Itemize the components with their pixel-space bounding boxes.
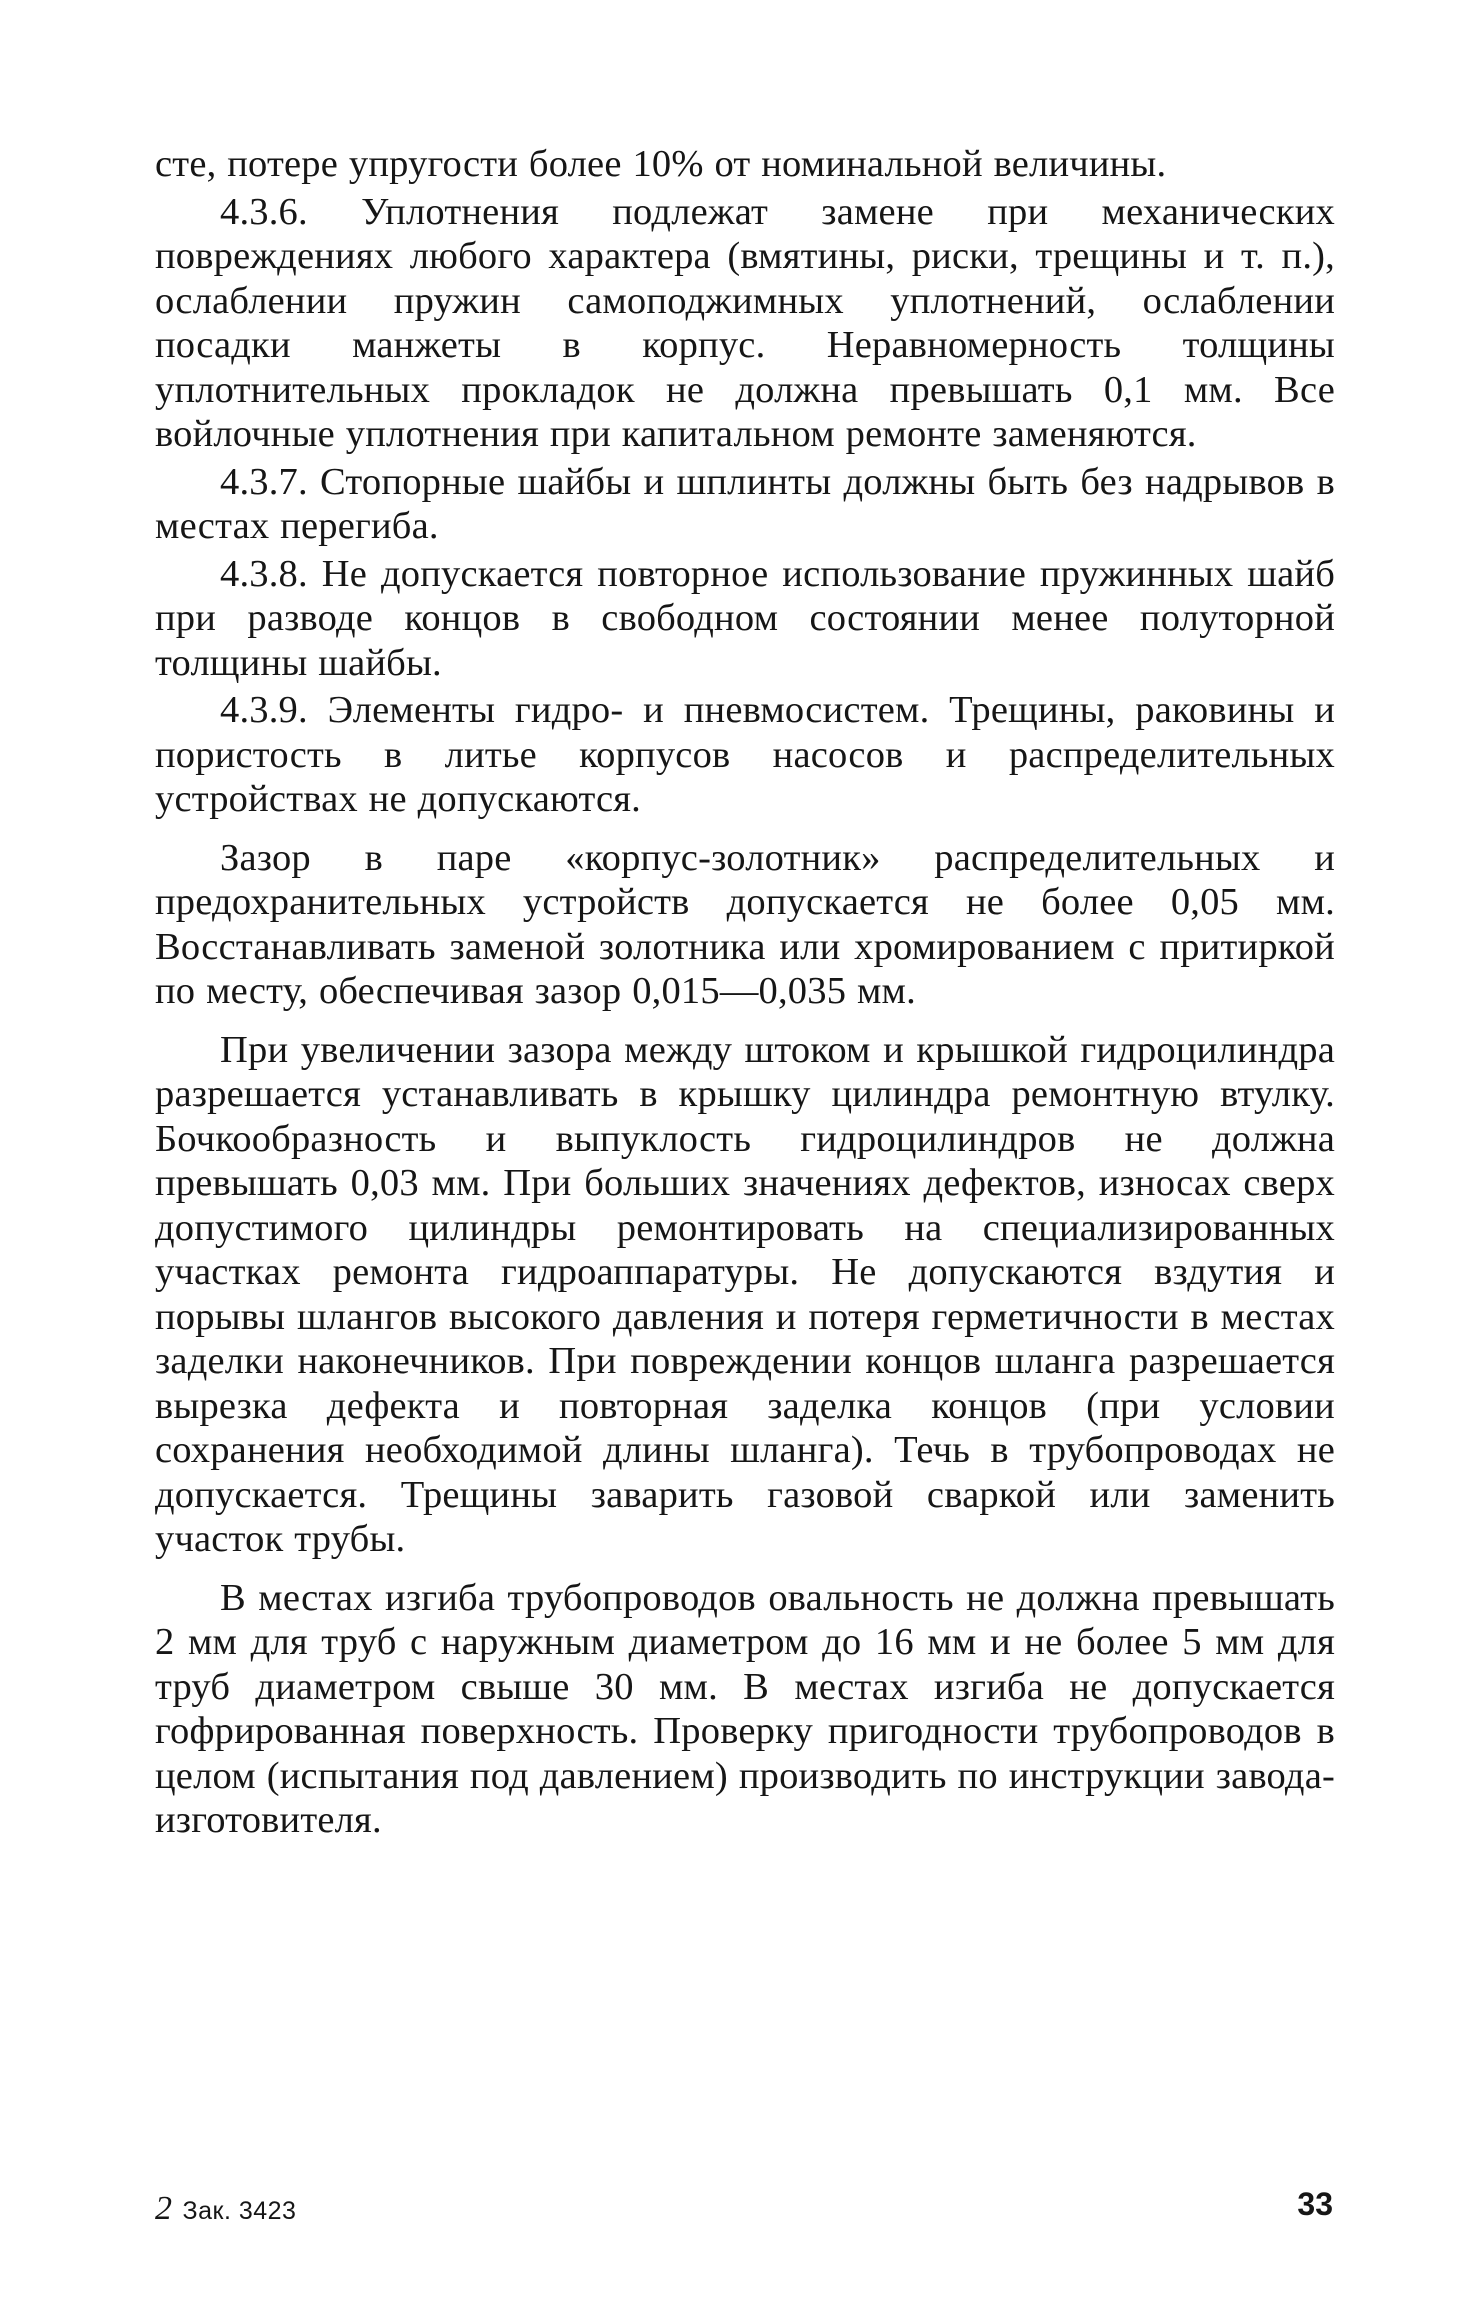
- printer-signature: [155, 2190, 296, 2228]
- paragraph-hydraulic-cylinders: При увеличении зазора между штоком и крышкой гидроцилиндра разрешается устанавливать в крышку цилиндра ремонтную втулку. Бочкообразность и выпуклость гидроцилиндров не должна превышать 0,03 мм. При больших значениях дефектов, износах сверх допустимого цилиндры ремонтировать на специализированных участках ремонта гидроаппаратуры. Не допускаются вздутия и порывы шлангов высокого давления и потеря герметичности в местах заделки наконечников. При повреждении концов шланга разрешается вырезка дефекта и повторная заделка концов (при условии сохранения необходимой длины шланга). Течь в трубопроводах не допускается. Трещины заварить газовой сваркой или заменить участок трубы.: [155, 1028, 1335, 1560]
- paragraph-4-3-9: 4.3.9. Элементы гидро- и пневмосистем. Трещины, раковины и пористость в литье корпусов насосов и распределительных устройствах не допускаются.: [155, 689, 1335, 820]
- paragraph-4-3-7: 4.3.7. Стопорные шайбы и шплинты должны быть без надрывов в местах перегиба.: [155, 460, 1335, 547]
- body-text: [155, 142, 1335, 1843]
- paragraph-pipelines: В местах изгиба трубопроводов овальность не должна превышать 2 мм для труб с наружным диаметром до 16 мм и не более 5 мм для труб диаметром свыше 30 мм. В местах изгиба не допускается гофрированная поверхность. Проверку пригодности трубопроводов в целом (испытания под давлением) производить по инструкции завода-изготовителя.: [155, 1576, 1335, 1841]
- paragraph-valve-gap: Зазор в паре «корпус-золотник» распределительных и предохранительных устройств допускается не более 0,05 мм. Восстанавливать заменой золотника или хромированием с притиркой по месту, обеспечивая зазор 0,015—0,035 мм.: [155, 836, 1335, 1012]
- paragraph-4-3-8: 4.3.8. Не допускается повторное использование пружинных шайб при разводе концов в свободном состоянии менее полуторной толщины шайбы.: [155, 552, 1335, 684]
- paragraph-continuation: сте, потере упругости более 10% от номинальной величины.: [155, 143, 1167, 185]
- signature-order: Зак. 3423: [182, 2197, 297, 2225]
- page-number: 33: [1297, 2186, 1333, 2222]
- signature-number: 2: [155, 2190, 173, 2227]
- paragraph-4-3-6: 4.3.6. Уплотнения подлежат замене при механических повреждениях любого характера (вмятины, риски, трещины и т. п.), ослаблении пружин самоподжимных уплотнений, ослаблении посадки манжеты в корпус. Неравномерность толщины уплотнительных прокладок не должна превышать 0,1 мм. Все войлочные уплотнения при капитальном ремонте заменяются.: [155, 190, 1335, 455]
